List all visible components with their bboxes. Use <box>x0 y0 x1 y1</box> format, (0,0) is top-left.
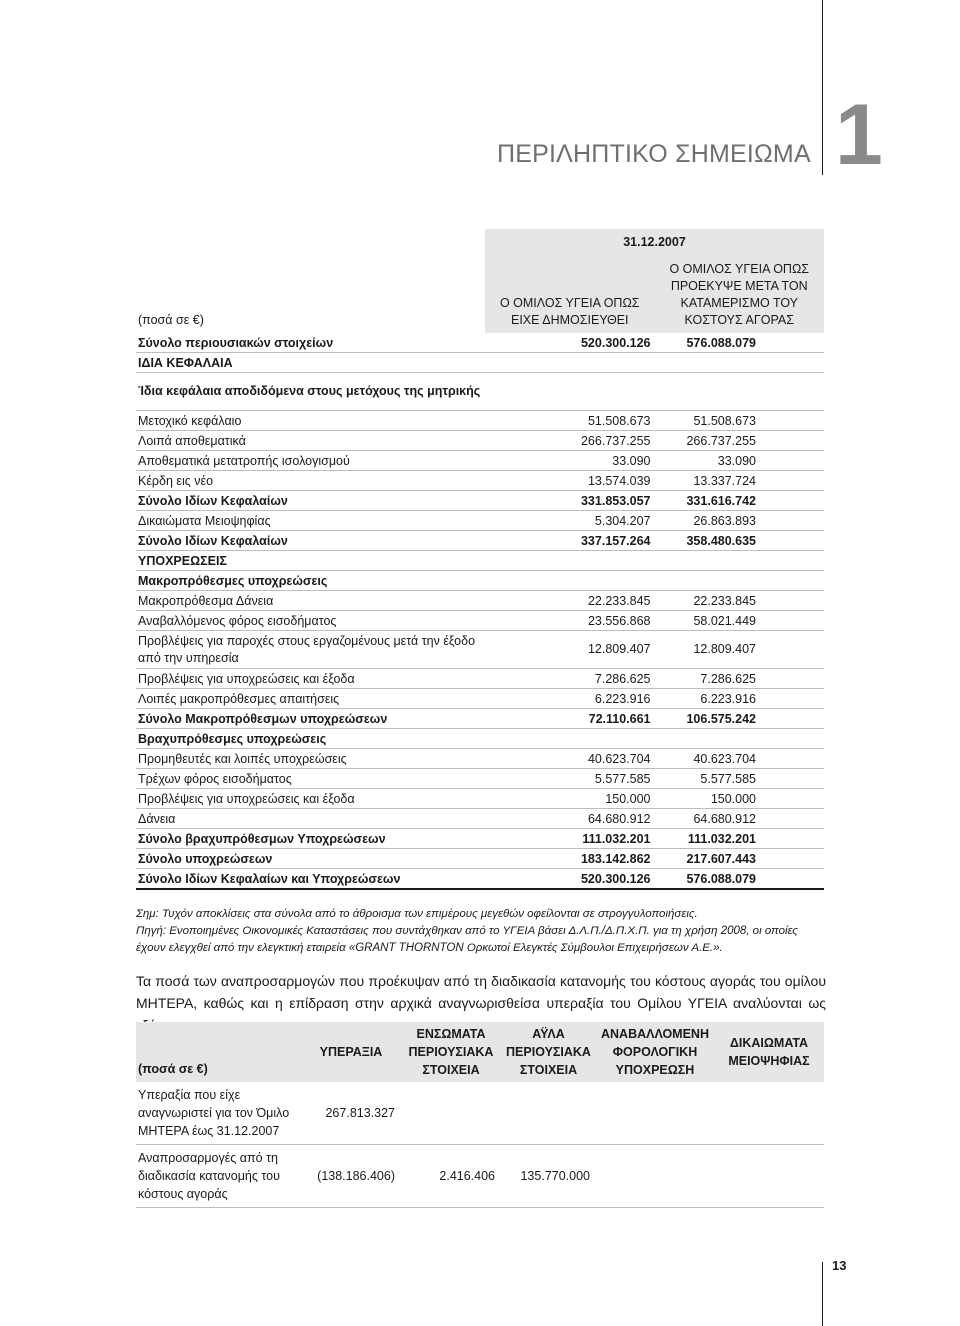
row-value <box>501 1082 596 1145</box>
row-label: Αναπροσαρμογές από τη διαδικασία κατανομής του κόστους αγοράς <box>136 1145 301 1208</box>
row-value-published: 520.300.126 <box>485 333 655 353</box>
table-row <box>136 849 824 869</box>
row-value-published: 7.286.625 <box>485 669 655 689</box>
table-row <box>136 869 824 890</box>
row-label: Λοιπές μακροπρόθεσμες απαιτήσεις <box>136 689 485 709</box>
row-value-restated: 6.223.916 <box>655 689 825 709</box>
row-value-restated: 51.508.673 <box>655 411 825 431</box>
row-label: Σύνολο Μακροπρόθεσμων υποχρεώσεων <box>136 709 485 729</box>
table-row <box>136 749 824 769</box>
table-row <box>136 551 824 571</box>
table-row <box>136 1145 824 1208</box>
row-value-published: 337.157.264 <box>485 531 655 551</box>
amounts-unit-label: (ποσά σε €) <box>136 1022 301 1082</box>
row-value-published: 150.000 <box>485 789 655 809</box>
row-value-restated: 358.480.635 <box>655 531 825 551</box>
row-value-restated: 26.863.893 <box>655 511 825 531</box>
row-label: Δικαιώματα Μειοψηφίας <box>136 511 485 531</box>
row-label: Αποθεματικά μετατροπής ισολογισμού <box>136 451 485 471</box>
table-row <box>136 789 824 809</box>
row-value-restated: 12.809.407 <box>655 631 825 669</box>
column-intangible-assets: ΑΫΛΑ ΠΕΡΙΟΥΣΙΑΚΑ ΣΤΟΙΧΕΙΑ <box>501 1022 596 1082</box>
row-value-published: 51.508.673 <box>485 411 655 431</box>
row-label: Σύνολο Ιδίων Κεφαλαίων <box>136 531 485 551</box>
row-label: Μετοχικό κεφάλαιο <box>136 411 485 431</box>
row-value-restated: 576.088.079 <box>655 869 825 890</box>
row-label: Μακροπρόθεσμες υποχρεώσεις <box>136 571 485 591</box>
row-value: (138.186.406) <box>301 1145 401 1208</box>
row-label: Υπεραξία που είχε αναγνωριστεί για τον Όμιλο ΜΗΤΕΡΑ έως 31.12.2007 <box>136 1082 301 1145</box>
table-row <box>136 571 824 591</box>
row-label: Σύνολο Ιδίων Κεφαλαίων <box>136 491 485 511</box>
table-row <box>136 353 824 373</box>
row-value-published: 23.556.868 <box>485 611 655 631</box>
table-row <box>136 531 824 551</box>
column-deferred-tax: ΑΝΑΒΑΛΛΟΜΕΝΗ ΦΟΡΟΛΟΓΙΚΗ ΥΠΟΧΡΕΩΣΗ <box>596 1022 714 1082</box>
adjustments-table <box>136 1022 824 1208</box>
column-date: 31.12.2007 <box>623 235 686 249</box>
row-value <box>714 1145 824 1208</box>
column-restated: Ο ΟΜΙΛΟΣ ΥΓΕΙΑ ΟΠΩΣ ΠΡΟΕΚΥΨΕ ΜΕΤΑ ΤΟΝ ΚΑΤΑΜΕΡΙΣΜΟ ΤΟΥ ΚΟΣΤΟΥΣ ΑΓΟΡΑΣ <box>655 255 825 333</box>
page-number: 13 <box>832 1258 847 1273</box>
row-value-restated: 7.286.625 <box>655 669 825 689</box>
table-row <box>136 591 824 611</box>
row-value <box>714 1082 824 1145</box>
row-value-restated <box>655 353 825 373</box>
row-label: Σύνολο υποχρεώσεων <box>136 849 485 869</box>
row-label: Προβλέψεις για υποχρεώσεις και έξοδα <box>136 789 485 809</box>
table-row <box>136 709 824 729</box>
table-header-row <box>136 255 824 333</box>
row-value-published: 22.233.845 <box>485 591 655 611</box>
row-value-restated <box>655 571 825 591</box>
row-value-published: 5.577.585 <box>485 769 655 789</box>
table-row <box>136 431 824 451</box>
row-value-published <box>485 729 655 749</box>
row-value-restated: 58.021.449 <box>655 611 825 631</box>
header-rule <box>822 0 823 175</box>
row-label: Προμηθευτές και λοιπές υποχρεώσεις <box>136 749 485 769</box>
row-label: Τρέχων φόρος εισοδήματος <box>136 769 485 789</box>
table-row <box>136 1082 824 1145</box>
footer-rule <box>822 1262 823 1326</box>
row-value-restated <box>655 551 825 571</box>
page-title: ΠΕΡΙΛΗΠΤΙΚΟ ΣΗΜΕΙΩΜΑ <box>497 140 811 168</box>
row-label: Προβλέψεις για παροχές στους εργαζομένους μετά την έξοδο από την υπηρεσία <box>136 631 485 669</box>
balance-sheet-table <box>136 229 824 890</box>
row-value-restated: 40.623.704 <box>655 749 825 769</box>
table-row <box>136 769 824 789</box>
row-value-restated: 33.090 <box>655 451 825 471</box>
row-value-published: 72.110.661 <box>485 709 655 729</box>
row-value-published: 6.223.916 <box>485 689 655 709</box>
table-row <box>136 491 824 511</box>
row-value-published <box>485 373 655 411</box>
row-label: Δάνεια <box>136 809 485 829</box>
row-value-restated: 150.000 <box>655 789 825 809</box>
table-row <box>136 829 824 849</box>
row-value-published <box>485 571 655 591</box>
row-value-published: 33.090 <box>485 451 655 471</box>
row-label: Σύνολο Ιδίων Κεφαλαίων και Υποχρεώσεων <box>136 869 485 890</box>
row-value-restated: 331.616.742 <box>655 491 825 511</box>
row-value-published: 111.032.201 <box>485 829 655 849</box>
source-note: Πηγή: Ενοποιημένες Οικονομικές Καταστάσεις που συντάχθηκαν από το ΥΓΕΙΑ βάσει Δ.Λ.Π./Δ.Π.Χ.Π. για τη χρήση 2008, οι οποίες έχουν ελεγχθεί από την ελεγκτική εταιρεία «GRANT THORNTON Ορκωτοί Ελεγκτές Σύμβουλοι Επιχειρήσεων Α.Ε.». <box>136 925 798 954</box>
table-header-date-row <box>136 229 824 255</box>
row-value-restated: 266.737.255 <box>655 431 825 451</box>
row-label: Μακροπρόθεσμα Δάνεια <box>136 591 485 611</box>
row-value-published <box>485 551 655 571</box>
row-label: ΥΠΟΧΡΕΩΣΕΙΣ <box>136 551 485 571</box>
row-value-published: 183.142.862 <box>485 849 655 869</box>
row-value-restated <box>655 729 825 749</box>
table-row <box>136 611 824 631</box>
row-value: 267.813.327 <box>301 1082 401 1145</box>
row-label: Βραχυπρόθεσμες υποχρεώσεις <box>136 729 485 749</box>
row-label: Σύνολο βραχυπρόθεσμων Υποχρεώσεων <box>136 829 485 849</box>
amounts-unit-label: (ποσά σε €) <box>136 255 485 333</box>
table-header-row <box>136 1022 824 1082</box>
row-value-restated <box>655 373 825 411</box>
row-value-published: 520.300.126 <box>485 869 655 890</box>
table-row <box>136 451 824 471</box>
row-value: 135.770.000 <box>501 1145 596 1208</box>
row-value-restated: 217.607.443 <box>655 849 825 869</box>
body-paragraph: Τα ποσά των αναπροσαρμογών που προέκυψαν από τη διαδικασία κατανομής του κόστους αγοράς του ομίλου ΜΗΤΕΡΑ, καθώς και η επίδραση στην αρχικά αναγνωρισθείσα υπεραξία του Ομίλου ΥΓΕΙΑ αναλύονται ως <box>136 973 826 1011</box>
row-label: Ίδια κεφάλαια αποδιδόμενα στους μετόχους της μητρικής <box>136 373 485 411</box>
row-label: Σύνολο περιουσιακών στοιχείων <box>136 333 485 353</box>
row-value-restated: 13.337.724 <box>655 471 825 491</box>
table-row <box>136 809 824 829</box>
column-goodwill: ΥΠΕΡΑΞΙΑ <box>301 1022 401 1082</box>
row-value <box>401 1082 501 1145</box>
row-label: Κέρδη εις νέο <box>136 471 485 491</box>
row-value: 2.416.406 <box>401 1145 501 1208</box>
row-value-published: 40.623.704 <box>485 749 655 769</box>
column-tangible-assets: ΕΝΣΩΜΑΤΑ ΠΕΡΙΟΥΣΙΑΚΑ ΣΤΟΙΧΕΙΑ <box>401 1022 501 1082</box>
rounding-note: Σημ: Τυχόν αποκλίσεις στα σύνολα από το άθροισμα των επιμέρους μεγεθών οφείλονται σε στρογγυλοποιήσεις. <box>136 908 698 920</box>
table-row <box>136 689 824 709</box>
column-minority-interests: ΔΙΚΑΙΩΜΑΤΑ ΜΕΙΟΨΗΦΙΑΣ <box>714 1022 824 1082</box>
table-row <box>136 373 824 411</box>
row-value-restated: 576.088.079 <box>655 333 825 353</box>
row-value-published <box>485 353 655 373</box>
table-notes <box>136 906 826 957</box>
row-value-published: 266.737.255 <box>485 431 655 451</box>
table-row <box>136 471 824 491</box>
table-row <box>136 411 824 431</box>
row-value-published: 64.680.912 <box>485 809 655 829</box>
row-value <box>596 1145 714 1208</box>
row-value-published: 5.304.207 <box>485 511 655 531</box>
row-value-published: 331.853.057 <box>485 491 655 511</box>
table-row <box>136 669 824 689</box>
row-label: ΙΔΙΑ ΚΕΦΑΛΑΙΑ <box>136 353 485 373</box>
table-row <box>136 511 824 531</box>
row-label: Αναβαλλόμενος φόρος εισοδήματος <box>136 611 485 631</box>
table-row <box>136 631 824 669</box>
row-value-restated: 22.233.845 <box>655 591 825 611</box>
row-value-restated: 106.575.242 <box>655 709 825 729</box>
table-row <box>136 729 824 749</box>
chapter-number: 1 <box>835 87 883 183</box>
row-value <box>596 1082 714 1145</box>
row-value-restated: 5.577.585 <box>655 769 825 789</box>
row-value-published: 13.574.039 <box>485 471 655 491</box>
row-label: Προβλέψεις για υποχρεώσεις και έξοδα <box>136 669 485 689</box>
row-value-restated: 111.032.201 <box>655 829 825 849</box>
row-label: Λοιπά αποθεματικά <box>136 431 485 451</box>
row-value-restated: 64.680.912 <box>655 809 825 829</box>
table-row <box>136 333 824 353</box>
column-published: Ο ΟΜΙΛΟΣ ΥΓΕΙΑ ΟΠΩΣ ΕΙΧΕ ΔΗΜΟΣΙΕΥΘΕΙ <box>485 255 655 333</box>
row-value-published: 12.809.407 <box>485 631 655 669</box>
